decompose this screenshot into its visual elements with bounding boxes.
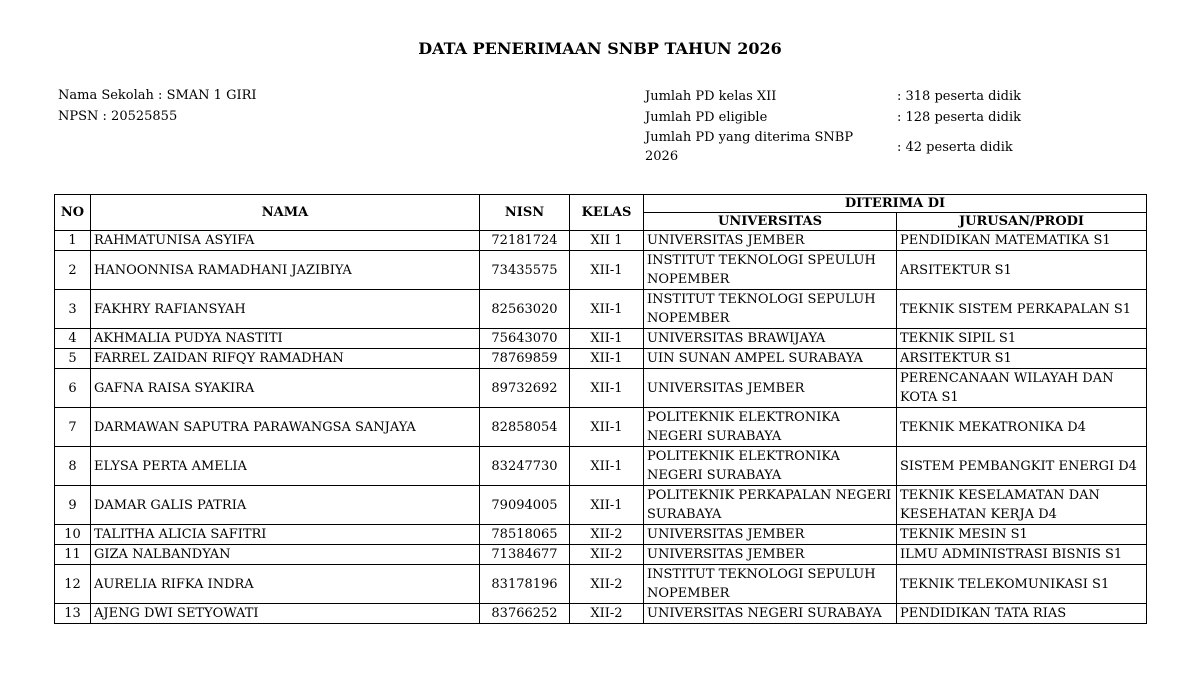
cell-universitas: POLITEKNIK ELEKTRONIKA NEGERI SURABAYA [644, 447, 897, 486]
acceptance-table [54, 194, 1147, 624]
cell-universitas: INSTITUT TEKNOLOGI SEPULUH NOPEMBER [644, 290, 897, 329]
table-row [55, 565, 1147, 604]
cell-kelas: XII-1 [570, 290, 644, 329]
cell-no: 2 [55, 251, 91, 290]
cell-universitas: INSTITUT TEKNOLOGI SEPULUH NOPEMBER [644, 565, 897, 604]
table-row [55, 447, 1147, 486]
cell-nisn: 82563020 [480, 290, 570, 329]
cell-no: 4 [55, 329, 91, 349]
stat-label: Jumlah PD eligible [645, 110, 768, 125]
cell-universitas: UNIVERSITAS JEMBER [644, 545, 897, 565]
cell-nama: AKHMALIA PUDYA NASTITI [91, 329, 480, 349]
cell-nisn: 72181724 [480, 231, 570, 251]
cell-no: 11 [55, 545, 91, 565]
cell-no: 9 [55, 486, 91, 525]
cell-nisn: 89732692 [480, 369, 570, 408]
cell-kelas: XII-1 [570, 251, 644, 290]
table-row [55, 369, 1147, 408]
cell-nama: FAKHRY RAFIANSYAH [91, 290, 480, 329]
cell-nisn: 83178196 [480, 565, 570, 604]
cell-nama: AURELIA RIFKA INDRA [91, 565, 480, 604]
cell-nama: ELYSA PERTA AMELIA [91, 447, 480, 486]
cell-jurusan: ARSITEKTUR S1 [897, 349, 1147, 369]
table-row [55, 251, 1147, 290]
cell-no: 1 [55, 231, 91, 251]
cell-kelas: XII-2 [570, 545, 644, 565]
cell-jurusan: PERENCANAAN WILAYAH DAN KOTA S1 [897, 369, 1147, 408]
table-row [55, 231, 1147, 251]
cell-no: 6 [55, 369, 91, 408]
cell-jurusan: TEKNIK TELEKOMUNIKASI S1 [897, 565, 1147, 604]
cell-no: 8 [55, 447, 91, 486]
cell-kelas: XII 1 [570, 231, 644, 251]
cell-jurusan: TEKNIK KESELAMATAN DAN KESEHATAN KERJA D4 [897, 486, 1147, 525]
cell-jurusan: TEKNIK SISTEM PERKAPALAN S1 [897, 290, 1147, 329]
table-row [55, 408, 1147, 447]
cell-kelas: XII-2 [570, 525, 644, 545]
table-row [55, 604, 1147, 624]
header-diterima-di: DITERIMA DI [644, 195, 1147, 213]
cell-nama: RAHMATUNISA ASYIFA [91, 231, 480, 251]
cell-nisn: 75643070 [480, 329, 570, 349]
cell-kelas: XII-1 [570, 447, 644, 486]
summary-stats [645, 86, 1021, 166]
cell-nama: DAMAR GALIS PATRIA [91, 486, 480, 525]
cell-nisn: 78518065 [480, 525, 570, 545]
cell-nisn: 78769859 [480, 349, 570, 369]
cell-kelas: XII-1 [570, 486, 644, 525]
cell-jurusan: TEKNIK MESIN S1 [897, 525, 1147, 545]
cell-universitas: UNIVERSITAS JEMBER [644, 231, 897, 251]
cell-nama: TALITHA ALICIA SAFITRI [91, 525, 480, 545]
table-body [55, 231, 1147, 624]
header-nisn: NISN [480, 195, 570, 231]
cell-jurusan: TEKNIK SIPIL S1 [897, 329, 1147, 349]
table-row [55, 525, 1147, 545]
table-row [55, 486, 1147, 525]
cell-jurusan: TEKNIK MEKATRONIKA D4 [897, 408, 1147, 447]
cell-universitas: POLITEKNIK PERKAPALAN NEGERI SURABAYA [644, 486, 897, 525]
cell-jurusan: ARSITEKTUR S1 [897, 251, 1147, 290]
header-kelas: KELAS [570, 195, 644, 231]
cell-kelas: XII-1 [570, 369, 644, 408]
cell-nama: FARREL ZAIDAN RIFQY RAMADHAN [91, 349, 480, 369]
cell-jurusan: SISTEM PEMBANGKIT ENERGI D4 [897, 447, 1147, 486]
school-npsn: NPSN : 20525855 [58, 109, 178, 124]
cell-nisn: 82858054 [480, 408, 570, 447]
document-title: DATA PENERIMAAN SNBP TAHUN 2026 [418, 39, 782, 58]
stat-row-kelas-xii [645, 86, 1021, 107]
cell-no: 5 [55, 349, 91, 369]
stat-value: : 128 peserta didik [897, 110, 1021, 125]
stat-label: Jumlah PD kelas XII [645, 89, 777, 104]
cell-universitas: UNIVERSITAS NEGERI SURABAYA [644, 604, 897, 624]
cell-universitas: INSTITUT TEKNOLOGI SPEULUH NOPEMBER [644, 251, 897, 290]
cell-no: 13 [55, 604, 91, 624]
stat-value: : 42 peserta didik [897, 139, 1013, 155]
header-jurusan: JURUSAN/PRODI [897, 213, 1147, 231]
school-name: Nama Sekolah : SMAN 1 GIRI [58, 88, 257, 103]
stat-value: : 318 peserta didik [897, 89, 1021, 104]
cell-kelas: XII-1 [570, 408, 644, 447]
cell-kelas: XII-2 [570, 565, 644, 604]
table-row [55, 349, 1147, 369]
cell-nama: DARMAWAN SAPUTRA PARAWANGSA SANJAYA [91, 408, 480, 447]
table-row [55, 545, 1147, 565]
header-no: NO [55, 195, 91, 231]
cell-jurusan: PENDIDIKAN TATA RIAS [897, 604, 1147, 624]
stat-label: Jumlah PD yang diterima SNBP 2026 [645, 130, 854, 164]
cell-nisn: 71384677 [480, 545, 570, 565]
cell-nama: GIZA NALBANDYAN [91, 545, 480, 565]
cell-no: 10 [55, 525, 91, 545]
cell-universitas: UIN SUNAN AMPEL SURABAYA [644, 349, 897, 369]
header-universitas: UNIVERSITAS [644, 213, 897, 231]
cell-nama: GAFNA RAISA SYAKIRA [91, 369, 480, 408]
cell-kelas: XII-1 [570, 329, 644, 349]
cell-universitas: UNIVERSITAS JEMBER [644, 525, 897, 545]
header-nama: NAMA [91, 195, 480, 231]
cell-kelas: XII-1 [570, 349, 644, 369]
cell-no: 12 [55, 565, 91, 604]
table-row [55, 290, 1147, 329]
cell-kelas: XII-2 [570, 604, 644, 624]
cell-nisn: 73435575 [480, 251, 570, 290]
cell-nisn: 79094005 [480, 486, 570, 525]
cell-no: 3 [55, 290, 91, 329]
table-header-row [55, 195, 1147, 213]
stat-row-diterima [645, 128, 1021, 166]
school-info [58, 85, 257, 127]
table-row [55, 329, 1147, 349]
cell-nisn: 83247730 [480, 447, 570, 486]
cell-universitas: UNIVERSITAS JEMBER [644, 369, 897, 408]
cell-universitas: UNIVERSITAS BRAWIJAYA [644, 329, 897, 349]
cell-jurusan: PENDIDIKAN MATEMATIKA S1 [897, 231, 1147, 251]
stat-row-eligible [645, 107, 1021, 128]
cell-jurusan: ILMU ADMINISTRASI BISNIS S1 [897, 545, 1147, 565]
cell-universitas: POLITEKNIK ELEKTRONIKA NEGERI SURABAYA [644, 408, 897, 447]
cell-no: 7 [55, 408, 91, 447]
cell-nisn: 83766252 [480, 604, 570, 624]
cell-nama: AJENG DWI SETYOWATI [91, 604, 480, 624]
cell-nama: HANOONNISA RAMADHANI JAZIBIYA [91, 251, 480, 290]
